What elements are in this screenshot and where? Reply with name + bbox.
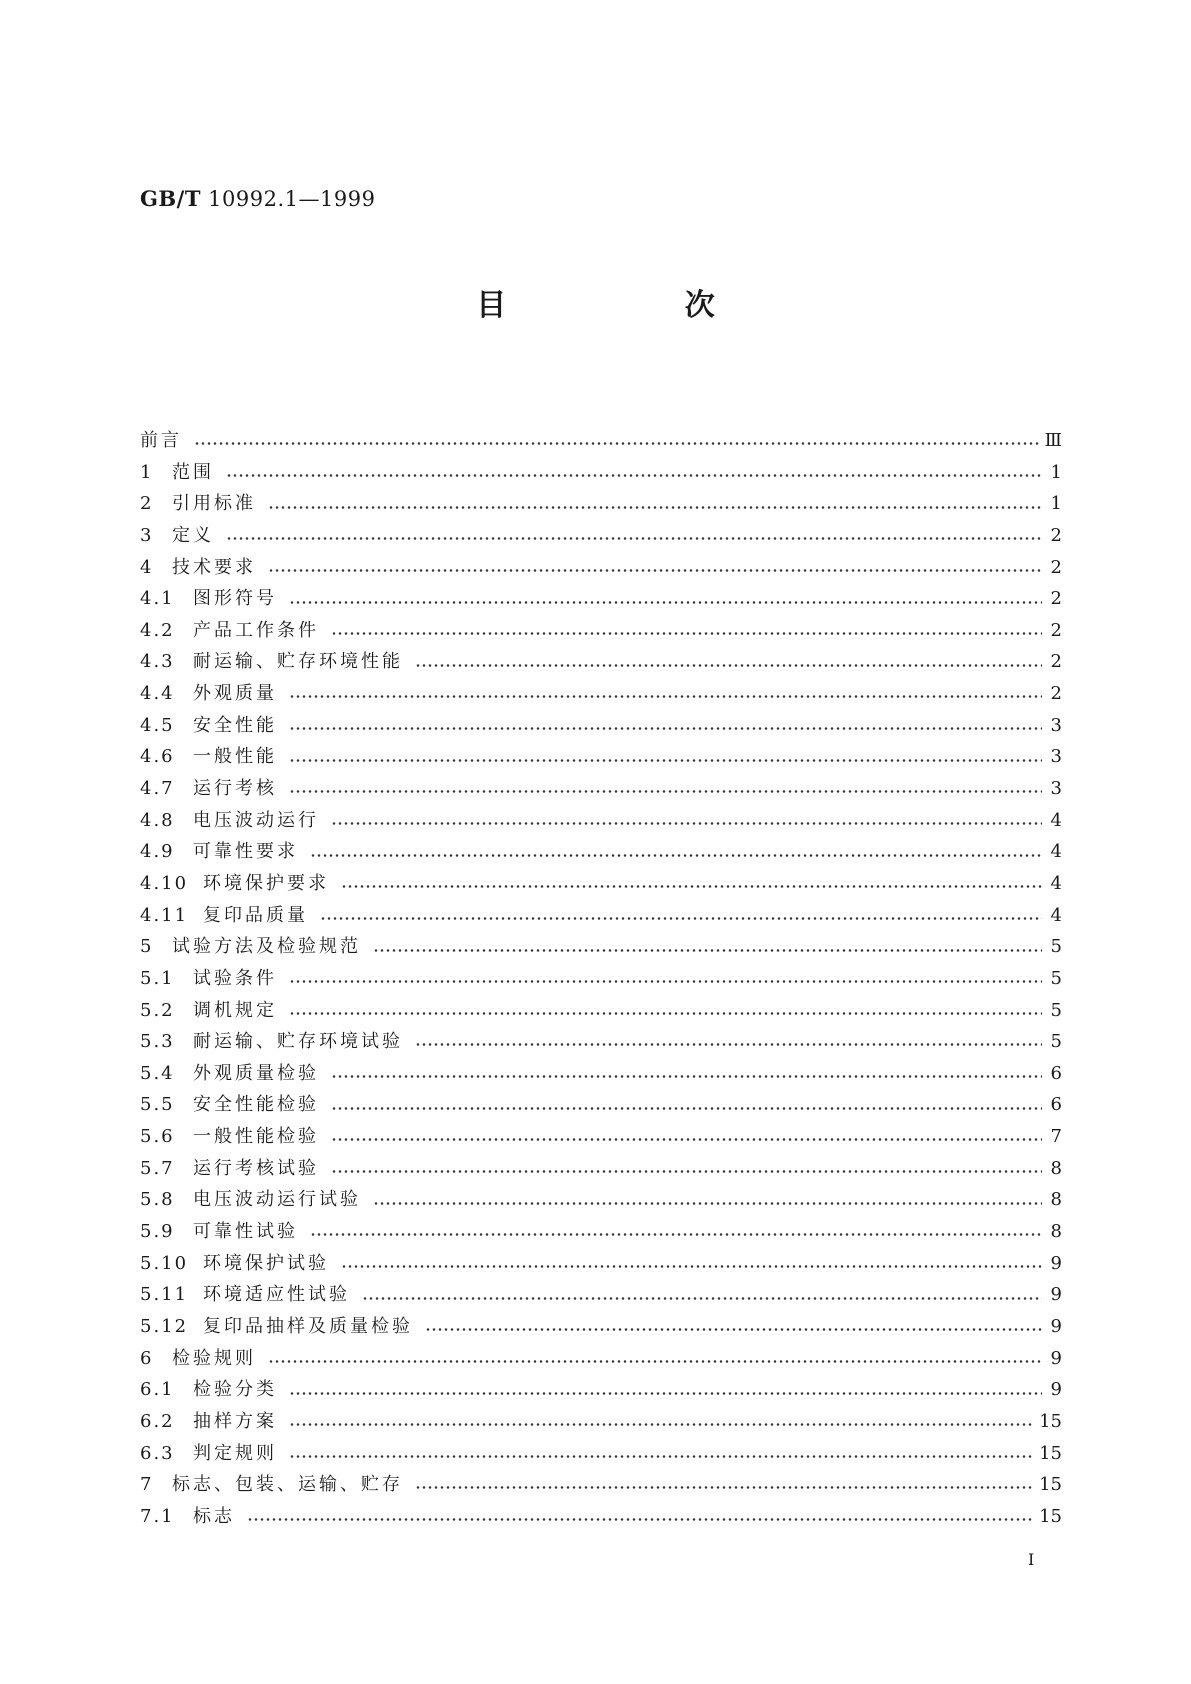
- toc-leader-dots: [373, 949, 1042, 952]
- toc-entry-page: 4: [1050, 841, 1062, 863]
- toc-entry-page: 8: [1050, 1157, 1062, 1179]
- toc-entry-number: 5.5: [140, 1094, 175, 1116]
- toc-entry-page: 4: [1050, 809, 1062, 831]
- page-number: Ⅰ: [1028, 1550, 1035, 1569]
- toc-entry-title: 环境保护试验: [203, 1252, 329, 1274]
- toc-leader-dots: [341, 885, 1042, 888]
- toc-entry-page: 4: [1050, 904, 1062, 926]
- toc-entry[interactable]: [140, 520, 1062, 552]
- toc-entry[interactable]: [140, 1058, 1062, 1090]
- toc-entry[interactable]: [140, 836, 1062, 868]
- toc-entry-number: 5.6: [140, 1126, 175, 1148]
- toc-entry-page: 15: [1039, 1442, 1062, 1464]
- toc-leader-dots: [194, 442, 1039, 445]
- toc-entry-number: 5: [140, 936, 154, 958]
- toc-leader-dots: [289, 727, 1042, 730]
- toc-entry-page: 2: [1050, 588, 1062, 610]
- toc-entry-title: 判定规则: [193, 1442, 277, 1464]
- toc-entry-number: 4: [140, 556, 154, 578]
- toc-leader-dots: [341, 1265, 1042, 1268]
- toc-entry-number: 1: [140, 461, 154, 483]
- toc-leader-dots: [310, 854, 1042, 857]
- toc-entry-number: 5.2: [140, 999, 175, 1021]
- toc-entry-title: 检验规则: [172, 1347, 256, 1369]
- toc-entry-number: 6: [140, 1347, 154, 1369]
- toc-entry[interactable]: [140, 1343, 1062, 1375]
- toc-entry[interactable]: [140, 1374, 1062, 1406]
- toc-leader-dots: [289, 695, 1042, 698]
- toc-entry-title: 标志: [193, 1505, 235, 1527]
- toc-leader-dots: [331, 822, 1042, 825]
- toc-entry[interactable]: [140, 773, 1062, 805]
- toc-leader-dots: [289, 1392, 1042, 1395]
- toc-entry-number: 5.1: [140, 967, 175, 989]
- toc-entry[interactable]: [140, 1311, 1062, 1343]
- toc-entry-number: 7.1: [140, 1505, 175, 1527]
- table-of-contents: [140, 425, 1062, 1532]
- toc-entry-page: 9: [1050, 1252, 1062, 1274]
- toc-entry[interactable]: [140, 1089, 1062, 1121]
- toc-entry-title: 试验条件: [193, 967, 277, 989]
- toc-entry-title: 运行考核: [193, 778, 277, 800]
- toc-entry[interactable]: [140, 425, 1062, 457]
- toc-entry-page: 5: [1050, 936, 1062, 958]
- toc-entry-number: 7: [140, 1474, 154, 1496]
- toc-entry[interactable]: [140, 805, 1062, 837]
- toc-entry-title: 图形符号: [193, 588, 277, 610]
- toc-entry-page: 2: [1050, 651, 1062, 673]
- toc-entry[interactable]: [140, 1184, 1062, 1216]
- toc-entry-number: 5.9: [140, 1221, 175, 1243]
- toc-leader-dots: [289, 1423, 1033, 1426]
- toc-entry-title: 检验分类: [193, 1379, 277, 1401]
- toc-entry-number: 6.1: [140, 1379, 175, 1401]
- toc-entry-title: 一般性能检验: [193, 1126, 319, 1148]
- toc-entry-number: 4.3: [140, 651, 175, 673]
- toc-entry-page: 4: [1050, 872, 1062, 894]
- toc-entry-title: 范围: [172, 461, 214, 483]
- toc-entry-page: 7: [1050, 1126, 1062, 1148]
- toc-leader-dots: [331, 632, 1042, 635]
- toc-leader-dots: [362, 1297, 1042, 1300]
- toc-leader-dots: [289, 601, 1042, 604]
- toc-entry-title: 运行考核试验: [193, 1157, 319, 1179]
- toc-entry-number: 4.8: [140, 809, 175, 831]
- toc-entry-title: 耐运输、贮存环境性能: [193, 651, 403, 673]
- toc-entry-title: 复印品抽样及质量检验: [203, 1315, 413, 1337]
- toc-entry[interactable]: [140, 583, 1062, 615]
- toc-entry-page: 9: [1050, 1315, 1062, 1337]
- toc-entry[interactable]: [140, 1153, 1062, 1185]
- toc-entry-title: 环境保护要求: [203, 872, 329, 894]
- toc-entry[interactable]: [140, 1279, 1062, 1311]
- toc-entry-number: 4.4: [140, 683, 175, 705]
- toc-entry-number: 5.7: [140, 1157, 175, 1179]
- toc-entry-title: 技术要求: [172, 556, 256, 578]
- toc-entry-page: 2: [1050, 619, 1062, 641]
- toc-entry[interactable]: [140, 931, 1062, 963]
- toc-leader-dots: [320, 917, 1042, 920]
- toc-entry-title: 前言: [140, 430, 182, 451]
- toc-entry[interactable]: [140, 1406, 1062, 1438]
- toc-entry-title: 安全性能: [193, 714, 277, 736]
- toc-leader-dots: [415, 1043, 1042, 1046]
- toc-entry-number: 5.10: [140, 1252, 189, 1274]
- toc-entry-number: 4.2: [140, 619, 175, 641]
- toc-leader-dots: [268, 506, 1042, 509]
- toc-entry-page: 5: [1050, 999, 1062, 1021]
- toc-entry-title: 可靠性试验: [193, 1221, 298, 1243]
- toc-entry-number: 5.11: [140, 1284, 189, 1306]
- toc-leader-dots: [373, 1202, 1042, 1205]
- toc-leader-dots: [331, 1075, 1042, 1078]
- toc-entry-page: 15: [1039, 1474, 1062, 1496]
- standard-code: [140, 186, 375, 211]
- toc-entry-title: 引用标准: [172, 493, 256, 515]
- toc-entry-page: 3: [1050, 746, 1062, 768]
- toc-entry-title: 产品工作条件: [193, 619, 319, 641]
- toc-entry-number: 4.11: [140, 904, 189, 926]
- toc-entry[interactable]: [140, 488, 1062, 520]
- toc-entry-title: 标志、包装、运输、贮存: [172, 1474, 403, 1496]
- toc-entry[interactable]: [140, 615, 1062, 647]
- toc-entry-page: 1: [1050, 493, 1062, 515]
- toc-entry-page: 5: [1050, 967, 1062, 989]
- toc-entry-title: 试验方法及检验规范: [172, 936, 361, 958]
- toc-leader-dots: [247, 1518, 1033, 1521]
- toc-leader-dots: [268, 1360, 1042, 1363]
- standard-prefix: GB/T: [140, 186, 201, 211]
- toc-entry-title: 一般性能: [193, 746, 277, 768]
- toc-leader-dots: [226, 474, 1042, 477]
- toc-entry-page: 9: [1050, 1347, 1062, 1369]
- toc-entry-page: 9: [1050, 1379, 1062, 1401]
- toc-entry[interactable]: [140, 995, 1062, 1027]
- toc-entry[interactable]: [140, 963, 1062, 995]
- toc-entry-title: 调机规定: [193, 999, 277, 1021]
- toc-entry-number: 6.2: [140, 1410, 175, 1432]
- toc-leader-dots: [289, 790, 1042, 793]
- toc-entry-page: 6: [1050, 1094, 1062, 1116]
- toc-entry-number: 4.7: [140, 778, 175, 800]
- toc-entry-page: 3: [1050, 714, 1062, 736]
- toc-entry[interactable]: [140, 900, 1062, 932]
- toc-entry-page: 8: [1050, 1221, 1062, 1243]
- toc-leader-dots: [289, 1455, 1033, 1458]
- toc-entry-number: 5.8: [140, 1189, 175, 1211]
- toc-entry[interactable]: [140, 1438, 1062, 1470]
- toc-leader-dots: [425, 1328, 1042, 1331]
- toc-entry-number: 5.12: [140, 1315, 189, 1337]
- toc-entry[interactable]: [140, 1216, 1062, 1248]
- toc-entry[interactable]: [140, 741, 1062, 773]
- toc-entry-title: 外观质量检验: [193, 1062, 319, 1084]
- toc-leader-dots: [289, 980, 1042, 983]
- toc-entry-page: 15: [1039, 1505, 1062, 1527]
- toc-entry-page: 6: [1050, 1062, 1062, 1084]
- toc-entry[interactable]: [140, 457, 1062, 489]
- toc-entry-title: 定义: [172, 524, 214, 546]
- toc-entry[interactable]: [140, 868, 1062, 900]
- toc-entry-number: 4.6: [140, 746, 175, 768]
- toc-entry[interactable]: [140, 710, 1062, 742]
- toc-entry-page: 2: [1050, 556, 1062, 578]
- toc-leader-dots: [289, 1012, 1042, 1015]
- toc-entry-title: 外观质量: [193, 683, 277, 705]
- toc-entry[interactable]: [140, 1026, 1062, 1058]
- toc-entry[interactable]: [140, 1469, 1062, 1501]
- toc-leader-dots: [331, 1107, 1042, 1110]
- toc-entry-page: 8: [1050, 1189, 1062, 1211]
- toc-entry-title: 电压波动运行: [193, 809, 319, 831]
- toc-leader-dots: [331, 1170, 1042, 1173]
- toc-entry[interactable]: [140, 1501, 1062, 1533]
- toc-leader-dots: [415, 664, 1042, 667]
- toc-leader-dots: [331, 1138, 1042, 1141]
- toc-entry-title: 抽样方案: [193, 1410, 277, 1432]
- toc-entry-number: 4.10: [140, 872, 189, 894]
- toc-entry-title: 可靠性要求: [193, 841, 298, 863]
- toc-entry-page: 5: [1050, 1031, 1062, 1053]
- toc-entry[interactable]: [140, 1121, 1062, 1153]
- toc-entry-number: 6.3: [140, 1442, 175, 1464]
- toc-entry-number: 5.3: [140, 1031, 175, 1053]
- toc-entry-page: 2: [1050, 683, 1062, 705]
- toc-entry-number: 3: [140, 524, 154, 546]
- toc-leader-dots: [268, 569, 1042, 572]
- toc-leader-dots: [310, 1233, 1042, 1236]
- toc-entry-title: 环境适应性试验: [203, 1284, 350, 1306]
- toc-entry-number: 2: [140, 493, 154, 515]
- toc-entry-page: 15: [1039, 1410, 1062, 1432]
- toc-entry-title: 安全性能检验: [193, 1094, 319, 1116]
- toc-entry-title: 复印品质量: [203, 904, 308, 926]
- standard-number: 10992.1—1999: [208, 187, 376, 211]
- toc-entry-number: 5.4: [140, 1062, 175, 1084]
- toc-entry-page: 3: [1050, 778, 1062, 800]
- page-title: 目 次: [476, 288, 799, 323]
- toc-entry-page: 9: [1050, 1284, 1062, 1306]
- toc-entry-page: 1: [1050, 461, 1062, 483]
- toc-leader-dots: [289, 759, 1042, 762]
- toc-entry-number: 4.1: [140, 588, 175, 610]
- toc-entry-number: 4.5: [140, 714, 175, 736]
- toc-entry-title: 电压波动运行试验: [193, 1189, 361, 1211]
- toc-leader-dots: [415, 1486, 1033, 1489]
- toc-entry[interactable]: [140, 678, 1062, 710]
- toc-entry-page: 2: [1050, 524, 1062, 546]
- toc-entry[interactable]: [140, 552, 1062, 584]
- toc-entry-number: 4.9: [140, 841, 175, 863]
- toc-leader-dots: [226, 537, 1042, 540]
- toc-entry[interactable]: [140, 1248, 1062, 1280]
- toc-entry-title: 耐运输、贮存环境试验: [193, 1031, 403, 1053]
- toc-entry[interactable]: [140, 646, 1062, 678]
- toc-entry-page: Ⅲ: [1044, 430, 1062, 451]
